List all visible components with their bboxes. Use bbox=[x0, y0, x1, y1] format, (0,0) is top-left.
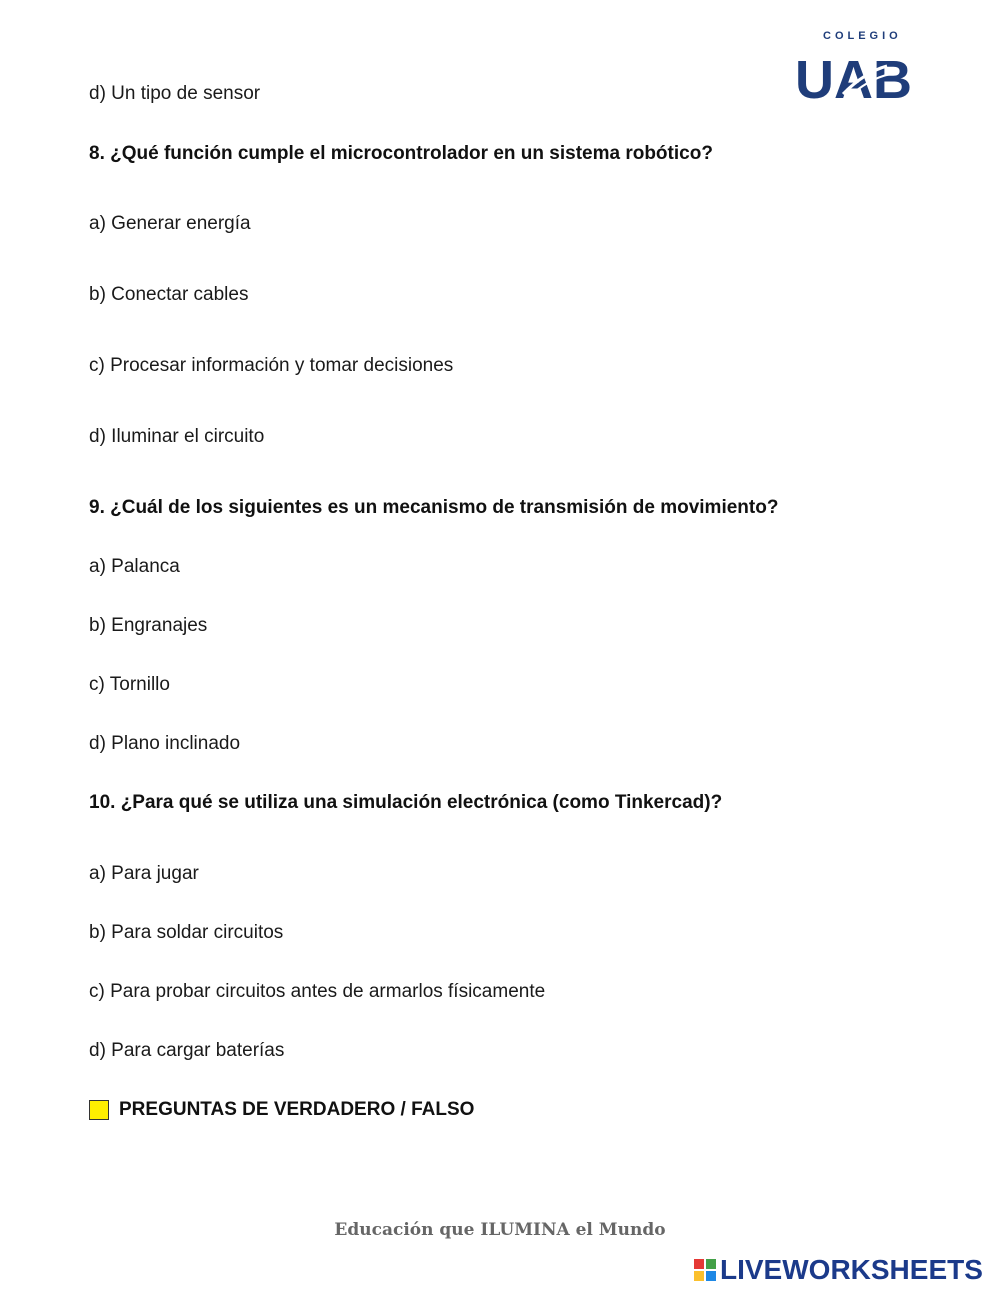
q8-option-c: c) Procesar información y tomar decisiones bbox=[89, 355, 454, 376]
q8-option-b: b) Conectar cables bbox=[89, 284, 249, 305]
liveworksheets-text: LIVEWORKSHEETS bbox=[720, 1254, 983, 1285]
q10-option-b: b) Para soldar circuitos bbox=[89, 922, 284, 943]
section-heading bbox=[89, 1099, 474, 1121]
q9-option-b: b) Engranajes bbox=[89, 615, 208, 636]
logo-top-text: COLEGIO bbox=[823, 30, 902, 42]
q9-option-c: c) Tornillo bbox=[89, 674, 170, 695]
logo-name: UAB bbox=[795, 54, 912, 104]
q9-option-d: d) Plano inclinado bbox=[89, 733, 241, 754]
q8-option-a: a) Generar energía bbox=[89, 213, 251, 234]
q7-option-d: d) Un tipo de sensor bbox=[89, 83, 261, 104]
uab-logo-icon bbox=[795, 54, 935, 104]
question-9: 9. ¿Cuál de los siguientes es un mecanismo de transmisión de movimiento? bbox=[89, 497, 779, 518]
q9-option-a: a) Palanca bbox=[89, 556, 180, 577]
section-label: PREGUNTAS DE VERDADERO / FALSO bbox=[119, 1099, 475, 1120]
q10-option-c: c) Para probar circuitos antes de armarlos físicamente bbox=[89, 981, 546, 1002]
footer-motto: Educación que ILUMINA el Mundo bbox=[334, 1220, 666, 1240]
q10-option-d: d) Para cargar baterías bbox=[89, 1040, 285, 1061]
liveworksheets-brand[interactable] bbox=[694, 1254, 983, 1286]
question-10: 10. ¿Para qué se utiliza una simulación electrónica (como Tinkercad)? bbox=[89, 792, 723, 813]
yellow-square-icon bbox=[89, 1100, 109, 1120]
q10-option-a: a) Para jugar bbox=[89, 863, 199, 884]
school-logo bbox=[795, 28, 935, 104]
q8-option-d: d) Iluminar el circuito bbox=[89, 426, 265, 447]
liveworksheets-logo-icon bbox=[694, 1259, 716, 1281]
question-8: 8. ¿Qué función cumple el microcontrolador en un sistema robótico? bbox=[89, 143, 713, 164]
